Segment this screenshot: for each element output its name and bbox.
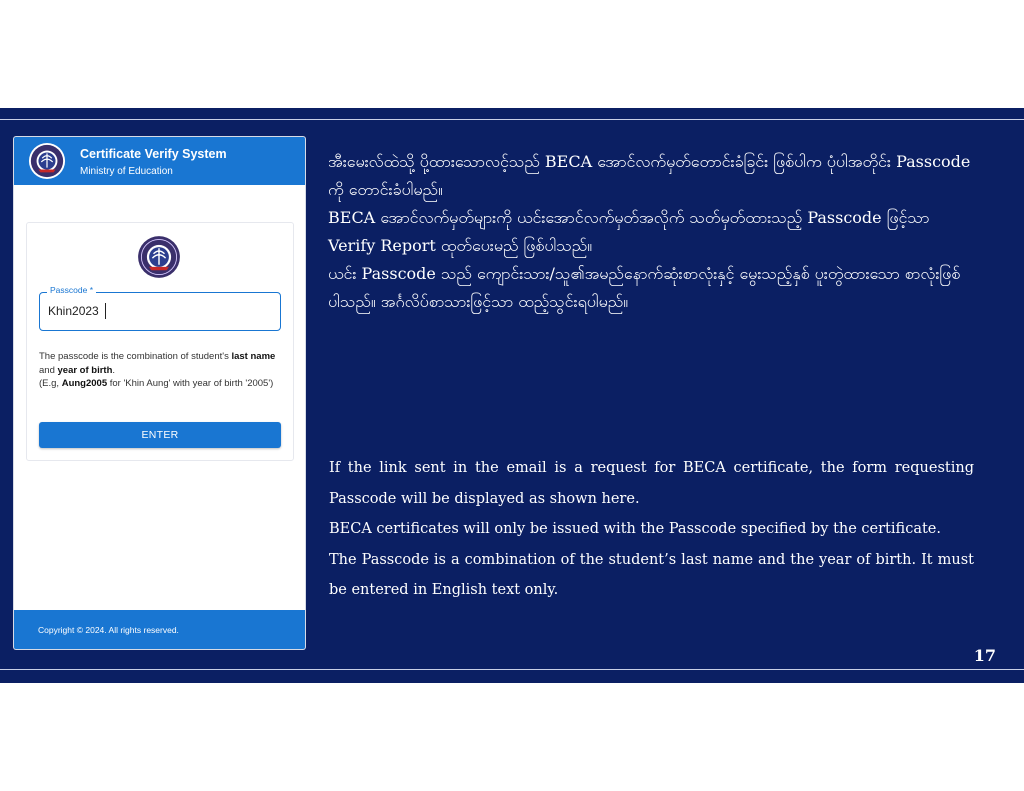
english-description xyxy=(329,453,974,606)
myanmar-description xyxy=(328,148,978,316)
myanmar-paragraph: BECA အောင်လက်မှတ်များကို ယင်းအောင်လက်မှတ်အလိုက် သတ်မှတ်ထားသည့် Passcode ဖြင့်သာ Verify Report ထုတ်ပေးမည် ဖြစ်ပါသည်။ xyxy=(328,208,930,255)
ministry-emblem-icon xyxy=(137,235,181,279)
hint-example-bold: Aung2005 xyxy=(61,378,108,389)
passcode-field xyxy=(39,285,281,331)
english-paragraph: The Passcode is a combination of the student’s last name and the year of birth. It must be entered in English text only. xyxy=(329,551,974,598)
enter-button[interactable]: ENTER xyxy=(39,422,281,448)
hint-example: for 'Khin Aung' with year of birth '2005') xyxy=(107,378,274,389)
app-footer xyxy=(14,610,305,649)
app-title: Certificate Verify System xyxy=(80,147,227,161)
english-paragraph: If the link sent in the email is a request for BECA certificate, the form requesting Passcode will be displayed as shown here. xyxy=(329,460,974,507)
english-paragraph: BECA certificates will only be issued with the Passcode specified by the certificate. xyxy=(329,521,941,537)
app-header xyxy=(14,137,305,185)
hint-text: and xyxy=(39,364,58,376)
hint-bold-last-name: last name xyxy=(231,351,276,362)
hint-text: The passcode is the combination of student's xyxy=(39,351,232,362)
app-screenshot xyxy=(14,137,305,649)
passcode-hint xyxy=(39,350,283,391)
passcode-card xyxy=(26,222,294,461)
passcode-label: Passcode * xyxy=(47,285,96,295)
top-divider xyxy=(0,119,1024,120)
app-subtitle: Ministry of Education xyxy=(80,166,173,177)
passcode-input[interactable] xyxy=(48,301,268,321)
myanmar-paragraph: အီးမေးလ်ထဲသို့ ပို့ထားသောလင့်သည် BECA အောင်လက်မှတ်တောင်းခံခြင်း ဖြစ်ပါက ပုံပါအတိုင်း Passcode ကို တောင်းခံပါမည်။ xyxy=(328,152,971,199)
myanmar-paragraph: ယင်း Passcode သည် ကျောင်းသား/သူ၏အမည်နောက်ဆုံးစာလုံးနှင့် မွေးသည့်နှစ် ပူးတွဲထားသော စာလုံးဖြစ်ပါသည်။ အင်္ဂလိပ်စာသားဖြင့်သာ ထည့်သွင်းရပါမည်။ xyxy=(328,264,961,311)
hint-bold-year-of-birth: year of birth xyxy=(57,364,113,376)
bottom-divider xyxy=(0,669,1024,670)
page-number: 17 xyxy=(973,646,996,665)
ministry-logo-icon xyxy=(28,142,66,180)
text-cursor xyxy=(105,303,106,319)
hint-text: . xyxy=(112,364,116,376)
copyright-text: Copyright © 2024. All rights reserved. xyxy=(38,625,179,635)
hint-example: (E.g, xyxy=(39,378,62,389)
